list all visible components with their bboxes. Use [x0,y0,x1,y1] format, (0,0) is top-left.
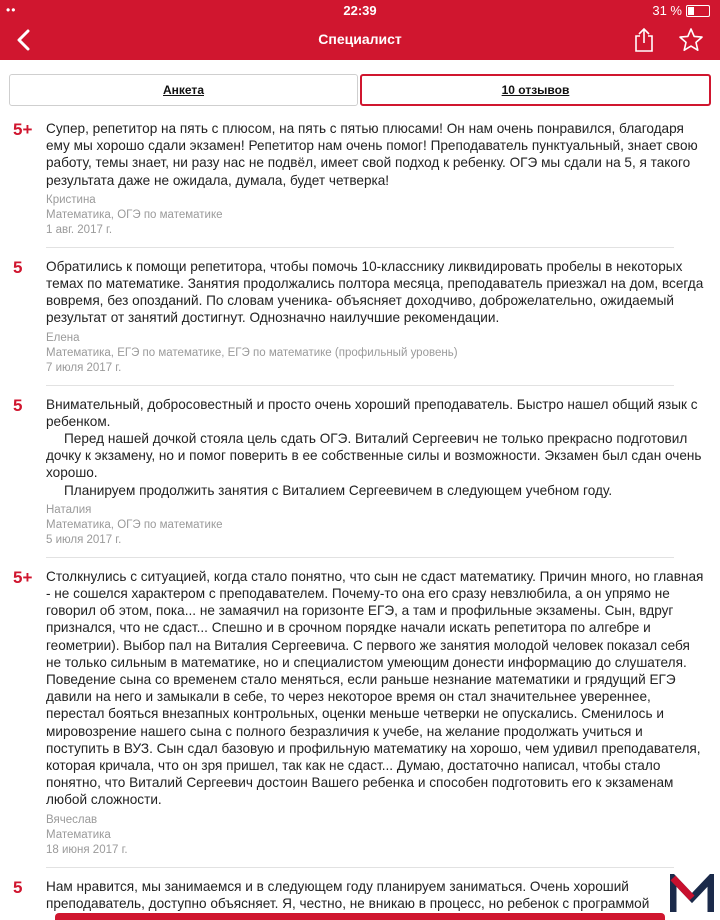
review-divider [46,557,674,558]
status-bar [0,0,720,20]
review-grade: 5+ [13,120,33,139]
review-item [0,560,720,868]
review-meta [46,331,720,376]
nav-bar [0,20,720,60]
review-author: Наталия [46,503,92,516]
review-subjects: Математика, ЕГЭ по математике, ЕГЭ по математике (профильный уровень) [46,346,458,359]
review-paragraph: Планируем продолжить занятия с Виталием Сергеевичем в следующем учебном году. [64,482,613,498]
review-divider [46,385,674,386]
review-meta [46,193,720,238]
star-icon [678,27,704,53]
battery-percent: 31 % [652,3,682,18]
share-icon [632,27,656,53]
review-grade: 5 [13,395,23,415]
app-header [0,0,720,60]
battery-icon [686,5,710,17]
review-paragraph: Супер, репетитор на пять с плюсом, на пять с пятью плюсами! Он нам очень понравился, благодаря ему мы хорошо сдали экзамен! Репетитор нам очень помог! Преподаватель пунктуальный, знает свою работу, темы знает, ни разу нас не подвёл, имеет свой подход к ребенку. ОГЭ мы сдали на 5, я такого результата даже не ожидала, думала, будет четверка! [46,121,698,188]
review-meta [46,503,720,548]
review-grade: 5+ [13,567,33,587]
review-grade: 5 [13,877,23,897]
review-subjects: Математика, ОГЭ по математике [46,518,223,531]
review-paragraph: Внимательный, добросовестный и просто очень хороший преподаватель. Быстро нашел общий язык с ребенком. [46,396,698,429]
review-text [46,870,706,912]
review-author: Вячеслав [46,813,98,826]
review-item [0,112,720,248]
favorite-button[interactable] [678,27,704,53]
battery-indicator [652,3,710,18]
review-paragraph: Обратились к помощи репетитора, чтобы помочь 10-класснику ликвидировать пробелы в некоторых темах по математике. Занятия продолжались полтора месяца, преподаватель приезжал на дом, всегда вовремя, без опозданий. По словам ученика- объясняет доходчиво, доброжелательно, ожидаемый результат от занятий достигнут. Однозначно наилучшие рекомендации. [46,258,704,326]
review-date: 1 авг. 2017 г. [46,223,113,236]
review-text [46,560,706,809]
review-divider [46,247,674,248]
signal-indicator: •• [6,3,17,17]
review-paragraph: Нам нравится, мы занимаемся и в следующем году планируем заниматься. Очень хороший преподаватель, доступно объясняет. Я, честно, не вникаю в процесс, но ребенок с программой [46,878,650,911]
review-divider [46,867,674,868]
review-grade: 5 [13,257,23,277]
review-meta [46,813,720,858]
review-paragraph: Перед нашей дочкой стояла цель сдать ОГЭ. Виталий Сергеевич не только прекрасно подготовил дочку к экзамену, но и помог поверить в ее собственные силы и возможности. Экзамен был сдан очень хорошо. [46,431,702,481]
review-date: 18 июня 2017 г. [46,843,128,856]
review-date: 5 июля 2017 г. [46,533,122,546]
share-button[interactable] [632,27,656,53]
tab-bar [9,74,711,106]
battery-fill [688,7,694,15]
review-subjects: Математика [46,828,111,841]
bottom-action-bar[interactable] [55,913,665,920]
reviews-list [0,112,720,912]
review-item [0,388,720,558]
review-author: Елена [46,331,80,344]
status-time: 22:39 [343,3,377,18]
review-text [46,250,706,327]
review-text [46,388,706,499]
review-item [0,870,720,912]
review-paragraph: Столкнулись с ситуацией, когда стало понятно, что сын не сдаст математику. Причин много, но главная - не сошелся характером с преподавателем. Почему-то она его сразу невзлюбила, а он упрямо не говорил об этом, пока... не замаячил на горизонте ЕГЭ, а там и профильные экзамены. Сын, вдруг признался, что не сдаст... Спешно и в срочном порядке начали искать репетитора по алгебре и геометрии). Выбор пал на Виталия Сергеевича. С первого же занятия молодой человек показал себя не только сильным в математике, но и специалистом умеющим донести информацию до слушателя. Поведение сына со временем стало меняться, если раньше незнание математики и грядущий ЕГЭ давили на него и замыкали в себе, то через некоторое время он стал значительнее увереннее, перестал бояться внезапных контрольных, оценки меньше четверки не опускались. Сменилось и мировозрение нашего сына с полного безразличия к учебе, на желание продолжать учиться и поступить в ВУЗ. Сын сдал базовую и профильную математику на хорошо, чем удивил преподавателя, которая кричала, что он зря пришел, так как не сдаст... Думаю, достаточно написал, чтобы стало понятно, что Виталий Сергеевич достоин Вашего ребенка и способен подготовить его к экзаменам любой сложности. [46,568,704,808]
review-date: 7 июля 2017 г. [46,361,122,374]
review-author: Кристина [46,193,96,206]
page-title: Специалист [318,31,402,47]
review-subjects: Математика, ОГЭ по математике [46,208,223,221]
tab-profile[interactable]: Анкета [9,74,358,106]
review-item [0,250,720,386]
review-text [46,112,706,189]
tab-reviews[interactable]: 10 отзывов [360,74,711,106]
logo-m [670,874,714,914]
